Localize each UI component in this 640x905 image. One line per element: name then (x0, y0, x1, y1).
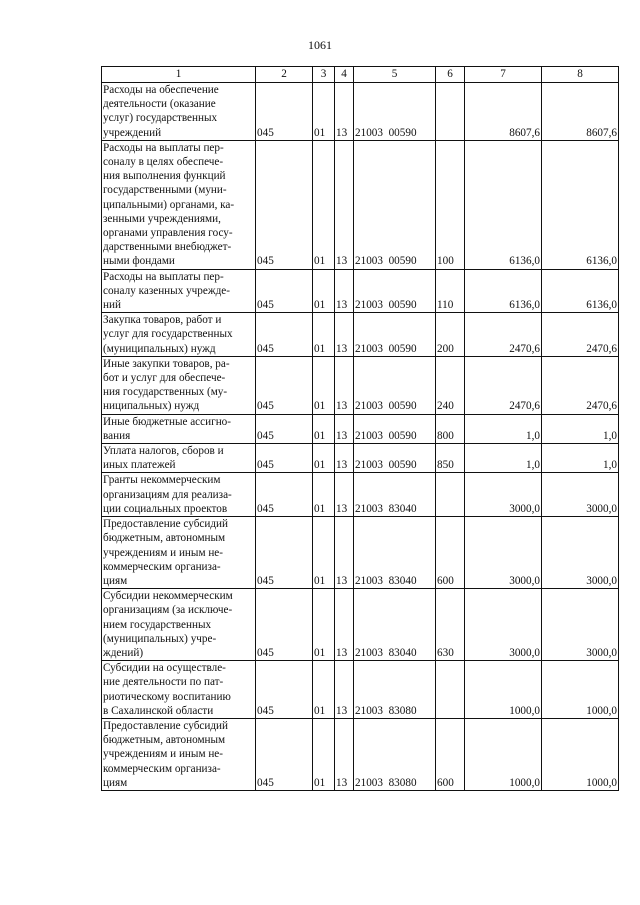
cell-target-article: 21003 83040 (354, 473, 436, 517)
expense-name-line: (муниципальных) учре- (103, 632, 217, 645)
expense-name-line: Предоставление субсидий (103, 719, 229, 732)
cell-expense-type: 800 (436, 414, 465, 443)
cell-admin-code: 045 (256, 473, 313, 517)
cell-admin-code: 045 (256, 517, 313, 589)
cell-amount-total: 1000,0 (542, 718, 619, 790)
cell-subsection: 13 (335, 517, 354, 589)
cell-expense-type (436, 661, 465, 719)
expense-name-line: услуг) государственных (103, 112, 218, 125)
expense-name-line: ными фондами (103, 255, 175, 268)
cell-expense-type: 600 (436, 718, 465, 790)
cell-amount: 6136,0 (465, 269, 542, 313)
cell-amount-total: 2470,6 (542, 313, 619, 357)
cell-expense-name (102, 414, 256, 443)
table-body (102, 83, 619, 791)
cell-subsection: 13 (335, 661, 354, 719)
cell-subsection: 13 (335, 473, 354, 517)
cell-admin-code: 045 (256, 589, 313, 661)
expense-name-line: Иные закупки товаров, ра- (103, 357, 230, 370)
cell-expense-name (102, 269, 256, 313)
expense-name-line: циям (103, 574, 128, 587)
expense-name-line: ний (103, 299, 121, 312)
column-header: 7 (465, 67, 542, 83)
table-row (102, 83, 619, 141)
cell-expense-name (102, 83, 256, 141)
expense-name-line: учреждений (103, 126, 162, 139)
table-row (102, 473, 619, 517)
cell-amount: 2470,6 (465, 313, 542, 357)
cell-amount-total: 1000,0 (542, 661, 619, 719)
expense-name-line: коммерческим организа- (103, 560, 221, 573)
table-row (102, 269, 619, 313)
cell-section: 01 (313, 313, 335, 357)
cell-target-article: 21003 00590 (354, 83, 436, 141)
cell-target-article: 21003 00590 (354, 414, 436, 443)
expense-name-line: Расходы на выплаты пер- (103, 270, 224, 283)
cell-expense-type: 630 (436, 589, 465, 661)
cell-subsection: 13 (335, 83, 354, 141)
expense-name-line: бот и услуг для обеспече- (103, 372, 226, 385)
cell-target-article: 21003 00590 (354, 444, 436, 473)
cell-expense-type (436, 83, 465, 141)
expense-name-line: Предоставление субсидий (103, 518, 229, 531)
cell-expense-name (102, 140, 256, 269)
cell-admin-code: 045 (256, 313, 313, 357)
expense-name-line: соналу в целях обеспече- (103, 156, 224, 169)
cell-expense-name (102, 313, 256, 357)
cell-expense-name (102, 661, 256, 719)
cell-section: 01 (313, 356, 335, 414)
table-row (102, 444, 619, 473)
expense-name-line: ниципальных) нужд (103, 400, 200, 413)
cell-subsection: 13 (335, 414, 354, 443)
expense-name-line: дарственными внебюджет- (103, 241, 232, 254)
cell-subsection: 13 (335, 313, 354, 357)
expense-name-line: ния государственных (му- (103, 386, 228, 399)
cell-section: 01 (313, 517, 335, 589)
cell-subsection: 13 (335, 356, 354, 414)
cell-expense-type (436, 473, 465, 517)
table-row (102, 661, 619, 719)
expense-name-line: бюджетным, автономным (103, 532, 226, 545)
expense-name-line: вания (103, 429, 131, 442)
column-header: 5 (354, 67, 436, 83)
cell-target-article: 21003 00590 (354, 356, 436, 414)
expense-name-line: соналу казенных учрежде- (103, 284, 230, 297)
cell-amount: 2470,6 (465, 356, 542, 414)
column-header: 4 (335, 67, 354, 83)
table-row (102, 140, 619, 269)
cell-target-article: 21003 00590 (354, 269, 436, 313)
cell-amount: 3000,0 (465, 517, 542, 589)
expense-name-line: (муниципальных) нужд (103, 342, 216, 355)
expense-name-line: Расходы на обеспечение (103, 84, 219, 96)
cell-section: 01 (313, 414, 335, 443)
expense-name-line: ципальными) органами, ка- (103, 198, 235, 211)
cell-admin-code: 045 (256, 140, 313, 269)
expense-name-line: учреждениям и иным не- (103, 546, 223, 559)
cell-expense-type: 600 (436, 517, 465, 589)
expense-name-line: организациям для реализа- (103, 488, 232, 501)
cell-section: 01 (313, 83, 335, 141)
cell-amount-total: 1,0 (542, 414, 619, 443)
cell-amount: 3000,0 (465, 473, 542, 517)
table-row (102, 313, 619, 357)
expense-name-line: Субсидии на осуществле- (103, 662, 226, 675)
cell-target-article: 21003 83040 (354, 517, 436, 589)
cell-expense-name (102, 356, 256, 414)
expense-name-line: Закупка товаров, работ и (103, 314, 222, 327)
table-row (102, 589, 619, 661)
cell-expense-type: 850 (436, 444, 465, 473)
cell-admin-code: 045 (256, 414, 313, 443)
column-header: 6 (436, 67, 465, 83)
cell-section: 01 (313, 269, 335, 313)
cell-section: 01 (313, 140, 335, 269)
expense-name-line: Субсидии некоммерческим (103, 590, 233, 603)
expense-name-line: ждений) (103, 646, 144, 659)
cell-subsection: 13 (335, 269, 354, 313)
table-row (102, 517, 619, 589)
cell-section: 01 (313, 661, 335, 719)
cell-amount-total: 3000,0 (542, 473, 619, 517)
cell-expense-name (102, 444, 256, 473)
cell-amount-total: 6136,0 (542, 140, 619, 269)
budget-table (101, 66, 619, 791)
cell-amount: 6136,0 (465, 140, 542, 269)
cell-expense-name (102, 517, 256, 589)
cell-admin-code: 045 (256, 83, 313, 141)
column-header: 1 (102, 67, 256, 83)
cell-amount: 1,0 (465, 444, 542, 473)
cell-subsection: 13 (335, 718, 354, 790)
cell-expense-name (102, 718, 256, 790)
cell-admin-code: 045 (256, 718, 313, 790)
cell-expense-type: 200 (436, 313, 465, 357)
expense-name-line: в Сахалинской области (103, 704, 214, 717)
cell-amount-total: 1,0 (542, 444, 619, 473)
cell-amount: 1000,0 (465, 661, 542, 719)
table-row (102, 356, 619, 414)
cell-expense-name (102, 589, 256, 661)
expense-name-line: коммерческим организа- (103, 762, 221, 775)
expense-name-line: ние деятельности по пат- (103, 676, 224, 689)
cell-amount-total: 8607,6 (542, 83, 619, 141)
expense-name-line: нием государственных (103, 618, 212, 631)
expense-name-line: зенными учреждениями, (103, 212, 221, 225)
cell-target-article: 21003 83080 (354, 661, 436, 719)
expense-name-line: иных платежей (103, 459, 176, 472)
expense-name-line: организациям (за исключе- (103, 604, 233, 617)
expense-name-line: бюджетным, автономным (103, 734, 226, 747)
cell-target-article: 21003 83040 (354, 589, 436, 661)
expense-name-line: Иные бюджетные ассигно- (103, 415, 231, 428)
cell-section: 01 (313, 718, 335, 790)
cell-subsection: 13 (335, 140, 354, 269)
cell-subsection: 13 (335, 444, 354, 473)
expense-name-line: государственными (муни- (103, 184, 227, 197)
cell-target-article: 21003 00590 (354, 313, 436, 357)
expense-name-line: деятельности (оказание (103, 98, 216, 111)
expense-name-line: Гранты некоммерческим (103, 474, 221, 487)
page-number: 1061 (308, 38, 332, 52)
cell-admin-code: 045 (256, 269, 313, 313)
cell-amount-total: 3000,0 (542, 589, 619, 661)
cell-amount: 1,0 (465, 414, 542, 443)
column-header: 8 (542, 67, 619, 83)
cell-amount-total: 3000,0 (542, 517, 619, 589)
expense-name-line: услуг для государственных (103, 328, 233, 341)
cell-target-article: 21003 00590 (354, 140, 436, 269)
cell-admin-code: 045 (256, 661, 313, 719)
cell-section: 01 (313, 444, 335, 473)
table-row (102, 718, 619, 790)
expense-name-line: риотическому воспитанию (103, 690, 231, 703)
column-header: 3 (313, 67, 335, 83)
cell-admin-code: 045 (256, 356, 313, 414)
cell-section: 01 (313, 473, 335, 517)
cell-amount-total: 6136,0 (542, 269, 619, 313)
expense-name-line: Уплата налогов, сборов и (103, 445, 224, 458)
cell-amount: 8607,6 (465, 83, 542, 141)
cell-amount: 1000,0 (465, 718, 542, 790)
cell-subsection: 13 (335, 589, 354, 661)
cell-amount: 3000,0 (465, 589, 542, 661)
cell-admin-code: 045 (256, 444, 313, 473)
cell-section: 01 (313, 589, 335, 661)
expense-name-line: ции социальных проектов (103, 502, 228, 515)
expense-name-line: циям (103, 776, 128, 789)
column-header: 2 (256, 67, 313, 83)
cell-amount-total: 2470,6 (542, 356, 619, 414)
table-header-row (102, 67, 619, 83)
cell-expense-type: 110 (436, 269, 465, 313)
expense-name-line: ния выполнения функций (103, 170, 226, 183)
cell-expense-name (102, 473, 256, 517)
expense-name-line: учреждениям и иным не- (103, 748, 223, 761)
cell-expense-type: 240 (436, 356, 465, 414)
expense-name-line: органами управления госу- (103, 227, 233, 240)
table-row (102, 414, 619, 443)
cell-expense-type: 100 (436, 140, 465, 269)
expense-name-line: Расходы на выплаты пер- (103, 141, 224, 154)
cell-target-article: 21003 83080 (354, 718, 436, 790)
